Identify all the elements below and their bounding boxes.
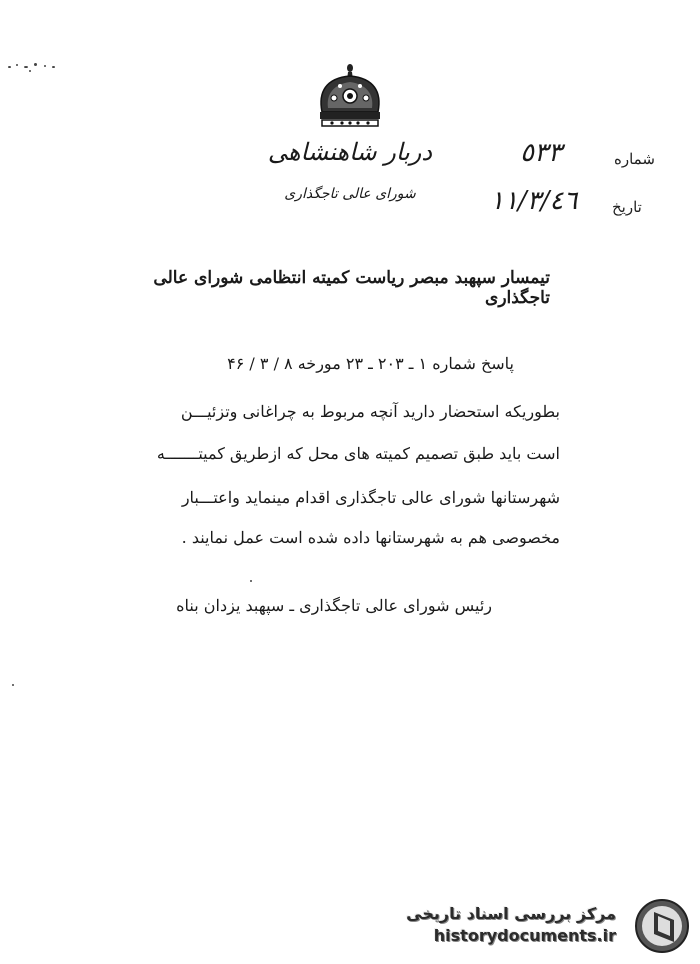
scan-speck <box>29 70 31 72</box>
archive-logo-icon <box>634 898 690 954</box>
scan-speck <box>24 66 28 68</box>
org-title: دربار شاهنشاهی <box>267 138 433 166</box>
body-line: است باید طبق تصمیم کمیته های محل که ازطریق کمیتـــــــه <box>156 444 560 463</box>
date-value: ١١/٣/٤٦ <box>490 186 578 216</box>
body-line: شهرستانها شورای عالی تاجگذاری اقدام مینماید واعتـــبار <box>181 488 560 507</box>
scan-speck <box>250 580 252 582</box>
recipient-line: تیمسار سپهبد مبصر ریاست کمیته انتظامی شورای عالی تاجگذاری <box>153 268 550 308</box>
body-line: مخصوصی هم به شهرستانها داده شده است عمل نمایند . <box>181 528 560 547</box>
signature-line: رئیس شورای عالی تاجگذاری ـ سپهبد یزدان بناه <box>176 596 492 615</box>
watermark-persian: مرکز بررسی اسناد تاریخی <box>406 904 616 923</box>
scan-speck <box>52 66 55 68</box>
reference-line: پاسخ شماره ۱ ـ ۲۰۳ ـ ۲۳ مورخه ۸ / ۳ / ۴۶ <box>227 354 514 373</box>
scan-speck <box>12 684 14 686</box>
date-label: تاریخ <box>612 198 642 216</box>
scan-speck <box>44 65 46 67</box>
scan-speck <box>16 64 18 66</box>
watermark <box>400 896 694 956</box>
org-subtitle: شورای عالی تاجگذاری <box>284 186 416 202</box>
number-label: شماره <box>614 150 655 168</box>
body-line: بطوریکه استحضار دارید آنچه مربوط به چراغانی وتزئیـــن <box>180 402 560 421</box>
pahlavi-crown-icon <box>312 62 388 130</box>
scan-speck <box>8 66 11 68</box>
watermark-url: historydocuments.ir <box>433 926 616 945</box>
scan-speck <box>34 63 37 66</box>
number-value: ٥٣٣ <box>520 138 562 168</box>
